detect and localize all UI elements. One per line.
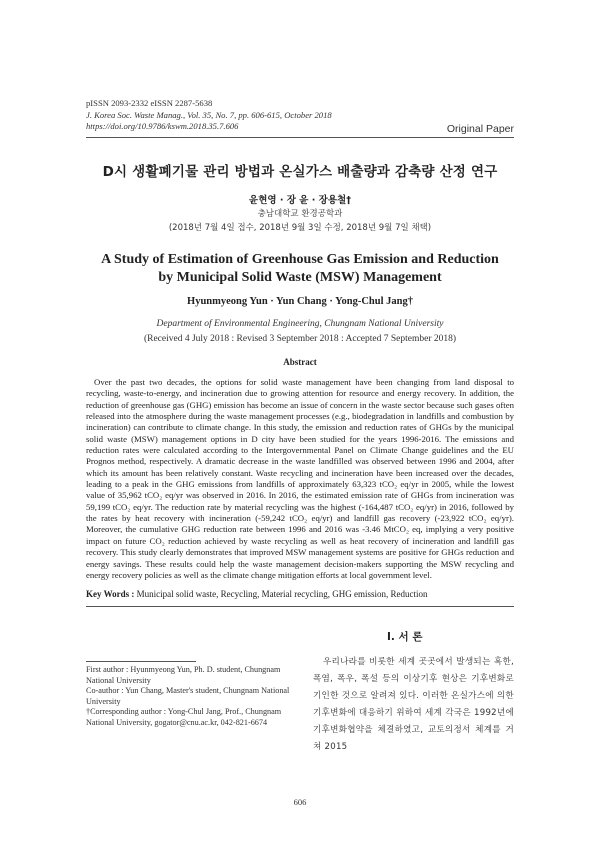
korean-title: D시 생활폐기물 관리 방법과 온실가스 배출량과 감축량 산정 연구 [102, 164, 498, 180]
footnote-first-author: First author : Hyunmyeong Yun, Ph. D. student, Chungnam National University [86, 665, 281, 685]
english-title [0, 251, 600, 287]
journal-citation: J. Korea Soc. Waste Manag., Vol. 35, No. 7, pp. 606-615, October 2018 [86, 109, 332, 120]
journal-header [86, 98, 332, 133]
footnote-corresponding: †Corresponding author : Yong-Chul Jang, Prof., Chungnam National University, gogator@cnu.ac.kr, 042-821-6674 [86, 707, 282, 727]
english-title-line-1: A Study of Estimation of Greenhouse Gas Emission and Reduction [101, 252, 499, 267]
english-title-line-2: by Municipal Solid Waste (MSW) Management [158, 270, 442, 285]
footnote-rule [86, 661, 196, 662]
english-affiliation: Department of Environmental Engineering, Chungnam National University [156, 319, 444, 329]
paper-type-label: Original Paper [446, 123, 514, 135]
korean-authors: 윤현영 · 장 윤 · 장용철† [249, 195, 351, 206]
introduction-text: 우리나라를 비롯한 세계 곳곳에서 발생되는 혹한, 폭염, 폭우, 폭설 등의 이상기후 현상은 기후변화로 기인한 것으로 알려져 있다. 이러한 온실가스에 의한 기후변화에 대응하기 위하여 세계 각국은 1992년에 기후변화협약을 체결하였고, 교토의정서 체계를 거쳐 2015 [313, 657, 514, 752]
keywords-label: Key Words : [86, 589, 137, 599]
korean-affiliation: 충남대학교 환경공학과 [257, 209, 343, 219]
english-authors: Hyunmyeong Yun · Yun Chang · Yong-Chul Jang† [187, 296, 413, 307]
keywords [86, 589, 514, 599]
keywords-text: Municipal solid waste, Recycling, Material recycling, GHG emission, Reduction [136, 589, 428, 599]
page-number: 606 [293, 797, 307, 807]
abstract-heading: Abstract [283, 357, 317, 367]
english-dates: (Received 4 July 2018 : Revised 3 September 2018 : Accepted 7 September 2018) [143, 334, 457, 344]
section-heading: I. 서 론 [387, 631, 423, 643]
footnotes [86, 665, 291, 729]
header-rule [86, 137, 514, 138]
footnote-co-author: Co-author : Yun Chang, Master's student, Chungnam National University [86, 686, 290, 706]
issn-line: pISSN 2093-2332 eISSN 2287-5638 [86, 98, 213, 108]
doi-link[interactable]: https://doi.org/10.9786/kswm.2018.35.7.606 [86, 121, 239, 131]
keywords-rule [86, 606, 514, 607]
abstract-text: Over the past two decades, the options for solid waste management have been changing from land disposal to recycling, waste-to-energy, and incineration due to growing attention for resource and energy recovery. In addition, the reduction of greenhouse gas (GHG) emission has become an issue of concern in the waste sector because such gases often released into the atmosphere during the waste management processes (e.g., biodegradation in landfills and combustion by incineration) can contribute to climate change. In this study, the emission and reduction rates of GHGs by the municipal solid waste (MSW) management options in D city have been studied for the years 1996-2016. The emissions and reduction rates were calculated according to the Intergovernmental Panel on Climate Change guidelines and the EU Prognos method, respectively. A dramatic decrease in the waste landfilled was observed between 1996 and 2004, after which its amount has been relatively constant. Waste recycling and incineration have been increased over the decades, leading to a peak in the GHG emissions from landfills of approximately 63,323 tCO₂ eq/yr in 2005, while the lowest value of 35,962 tCO₂ eq/yr was observed in 2016. In 2016, the estimated emission rate of GHGs from incineration was 59,199 tCO₂ eq/yr. The reduction rate by material recycling was the highest (-164,487 tCO₂ eq/yr) in 2016, followed by the rates by heat recovery with incineration (-59,242 tCO₂ eq/yr) and landfill gas recovery (-23,922 tCO₂ eq/yr). Moreover, the cumulative GHG reduction rate between 1996 and 2016 was -3.46 MtCO₂ eq, implying a very positive impact on future CO₂ reduction achieved by waste recycling as well as heat recovery of incineration and landfill gas recovery. This study clearly demonstrates that improved MSW management systems are positive for GHGs reduction and energy savings. These results could help the waste management decision-makers supporting the MSW recycling and energy recovery policies as well as the climate change mitigation efforts at local government level. [86, 377, 514, 580]
korean-dates: (2018년 7월 4일 접수, 2018년 9월 3일 수정, 2018년 9월 7일 채택) [168, 223, 432, 233]
